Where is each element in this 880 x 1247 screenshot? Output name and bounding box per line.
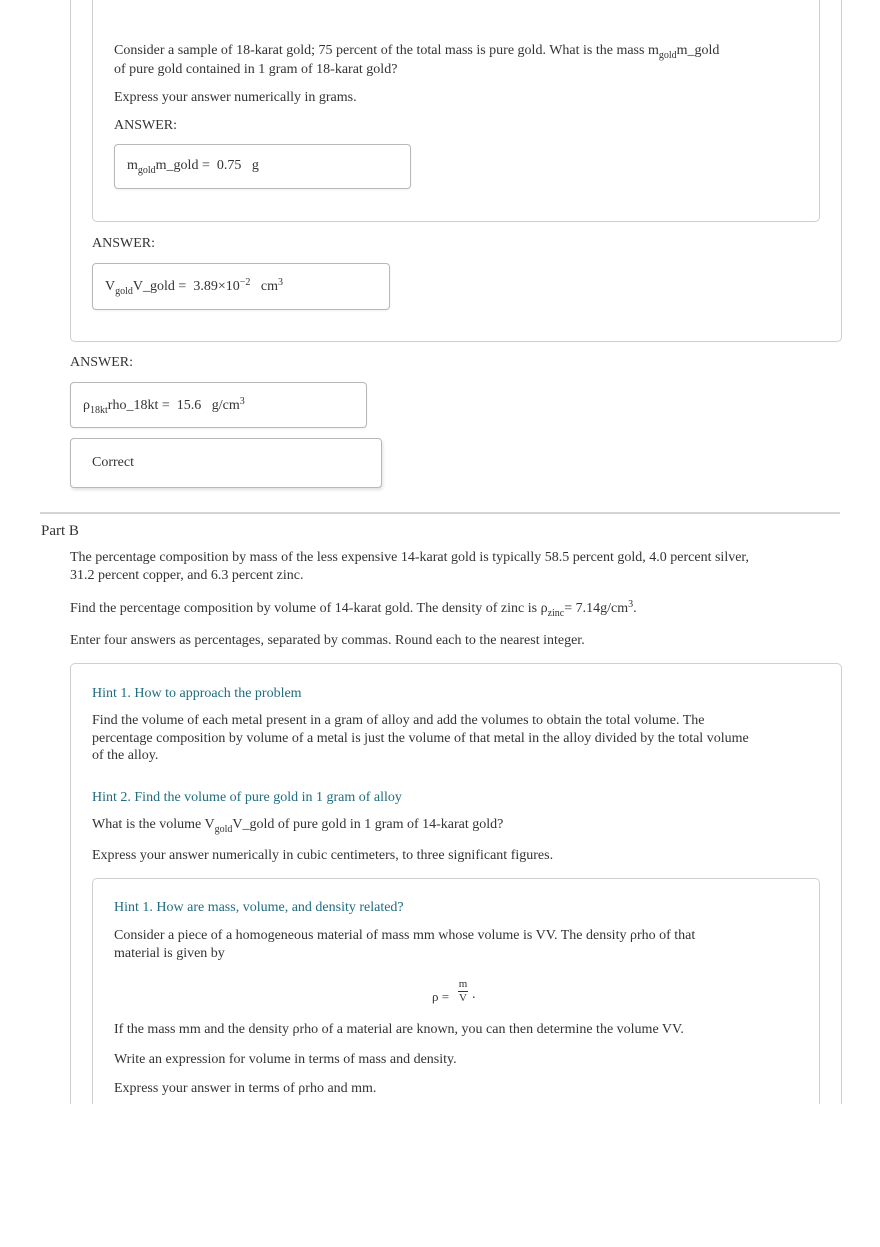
sub-hint-title[interactable]: Hint 1. How are mass, volume, and density related? (114, 900, 404, 915)
sub-hint-line2: material is given by (114, 946, 225, 961)
rho-answer-unit: $g/cm^3$ (211, 396, 245, 413)
mgold-answer-text: $m_{gold}m\_gold = 0.75$ g (127, 158, 259, 176)
density-formula-end: . (472, 987, 476, 1002)
vgold-answer-text: $V_{gold}V\_gold = 3.89\times 10^{-2}$ $cm^3$ (105, 277, 283, 297)
density-formula-fraction (456, 978, 470, 1004)
sub-hint-line4: Write an expression for volume in terms of mass and density. (114, 1052, 457, 1067)
feedback-correct-box (70, 438, 382, 488)
vgold-answer-box[interactable] (92, 263, 390, 310)
mgold-answer-unit: g (251, 158, 259, 173)
hint1-line3: of the alloy. (92, 748, 159, 763)
nested-question-line1: Consider a sample of 18-karat gold; 75 percent of the total mass is pure gold. What is the mass $m_{gold}m\_gold$ (114, 43, 720, 61)
rho-answer-value: 15.6 (176, 398, 202, 413)
hint1-line1: Find the volume of each metal present in a gram of alloy and add the volumes to obtain the total volume. The (92, 713, 705, 728)
hint2-instruction: Express your answer numerically in cubic centimeters, to three significant figures. (92, 848, 554, 863)
part-divider (40, 512, 840, 514)
hint1-line2: percentage composition by volume of a metal is just the volume of that metal in the alloy divided by the total volume (92, 731, 749, 746)
sub-hint-line5: Express your answer in terms of ρrho and mm. (114, 1081, 377, 1096)
sub-hint-line1: Consider a piece of a homogeneous material of mass mm whose volume is VV. The density ρrho of that (114, 928, 696, 943)
density-formula-lhs: ρ = (432, 989, 450, 1004)
part-b-para1-line2: 31.2 percent copper, and 6.3 percent zinc. (70, 568, 304, 583)
nested-instruction: Express your answer numerically in grams. (114, 90, 357, 105)
part-b-para3: Enter four answers as percentages, separated by commas. Round each to the nearest integer. (70, 633, 585, 648)
hint1-title[interactable]: Hint 1. How to approach the problem (92, 686, 302, 701)
mgold-answer-box[interactable] (114, 144, 411, 189)
part-b-para1-line1: The percentage composition by mass of the less expensive 14-karat gold is typically 58.5 percent gold, 4.0 percent silver, (70, 550, 750, 565)
nested-answer-label: ANSWER: (114, 118, 177, 133)
nested-question-line2: of pure gold contained in 1 gram of 18-karat gold? (114, 62, 398, 77)
vgold-answer-label: ANSWER: (92, 236, 155, 251)
rho-answer-box[interactable] (70, 382, 367, 428)
mgold-answer-value: 0.75 (216, 158, 242, 173)
sub-hint-line3: If the mass mm and the density ρrho of a material are known, you can then determine the volume VV. (114, 1022, 684, 1037)
rho-answer-label: ANSWER: (70, 355, 133, 370)
feedback-correct-text: Correct (92, 455, 134, 470)
formula-numerator: m (458, 978, 468, 990)
hint2-question: What is the volume $V_{gold}V\_gold$ of pure gold in 1 gram of 14-karat gold? (92, 817, 504, 835)
part-b-para2: Find the percentage composition by volume of 14-karat gold. The density of zinc is $\rho_{zinc}= 7.14g/cm^3$. (70, 599, 637, 619)
hint2-title[interactable]: Hint 2. Find the volume of pure gold in 1 gram of alloy (92, 790, 402, 805)
formula-denominator: V (459, 992, 467, 1004)
vgold-answer-value: $3.89\times 10^{-2}$ (193, 277, 251, 294)
part-b-title: Part B (41, 523, 79, 539)
vgold-answer-unit: $cm^3$ (260, 277, 283, 294)
rho-answer-text: $\rho_{18kt}rho\_18kt = 15.6$ $g/cm^3$ (83, 396, 245, 416)
